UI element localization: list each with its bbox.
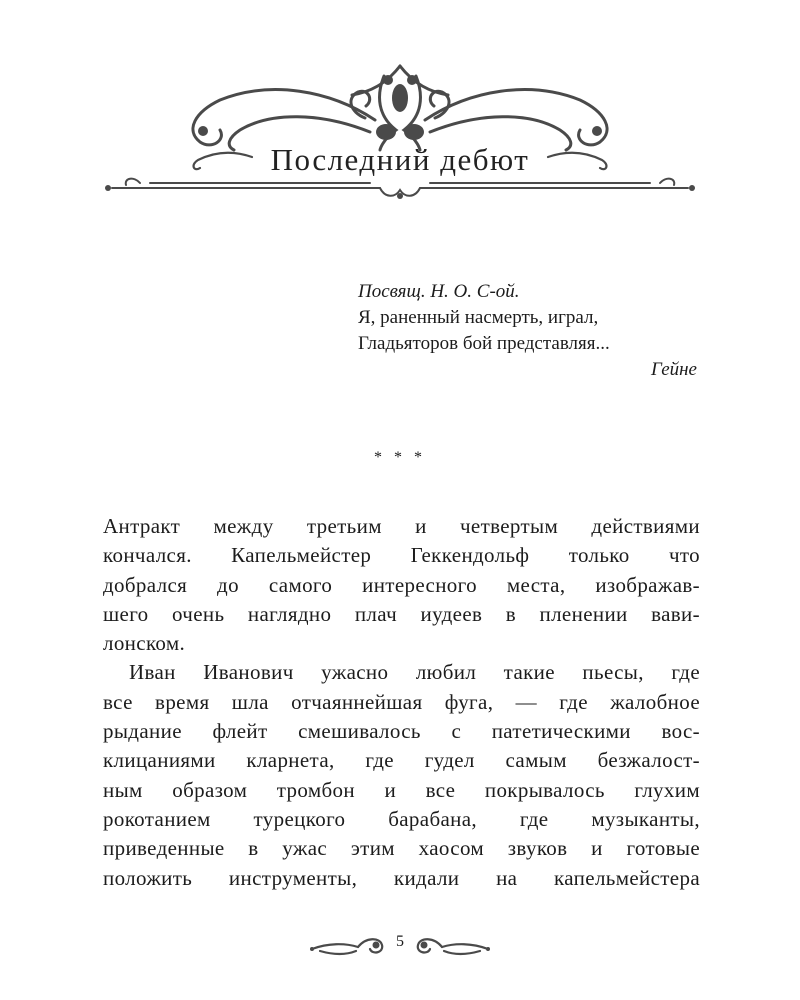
text-line: клицаниями кларнета, где гудел самым безжалост- bbox=[103, 748, 700, 773]
text-line: шего очень наглядно плач иудеев в пленении вави- bbox=[103, 601, 700, 626]
text-line: Иван Иванович ужасно любил такие пьесы, где bbox=[129, 660, 700, 685]
epigraph-author: Гейне bbox=[650, 359, 697, 380]
epigraph bbox=[358, 279, 703, 383]
epigraph-dedication: Посвящ. Н. О. С-ой. bbox=[358, 281, 520, 302]
text-line: приведенные в ужас этим хаосом звуков и готовые bbox=[103, 836, 700, 861]
body-text bbox=[103, 512, 700, 893]
section-separator: * * * bbox=[374, 449, 426, 466]
text-line: все время шла отчаяннейшая фуга, — где жалобное bbox=[103, 689, 700, 714]
text-line: кончался. Капельмейстер Геккендольф только что bbox=[103, 543, 700, 568]
text-line: Антракт между третьим и четвертым действиями bbox=[103, 514, 700, 538]
epigraph-line: Я, раненный насмерть, играл, bbox=[358, 307, 599, 328]
text-line: лонском. bbox=[103, 631, 186, 656]
header-ornament bbox=[0, 0, 800, 210]
text-line: ным образом тромбон и все покрывалось глухим bbox=[103, 777, 700, 802]
text-line: добрался до самого интересного места, изображав- bbox=[103, 572, 700, 597]
text-line: рыдание флейт смешивалось с патетическими вос- bbox=[103, 719, 700, 744]
chapter-title: Последний дебют bbox=[270, 142, 530, 177]
page-footer bbox=[0, 925, 800, 965]
text-line: рокотанием турецкого барабана, где музыканты, bbox=[103, 806, 700, 831]
page-number: 5 bbox=[396, 933, 404, 950]
text-line: положить инструменты, кидали на капельмейстера bbox=[103, 865, 700, 890]
epigraph-line: Гладьяторов бой представляя... bbox=[358, 333, 610, 354]
